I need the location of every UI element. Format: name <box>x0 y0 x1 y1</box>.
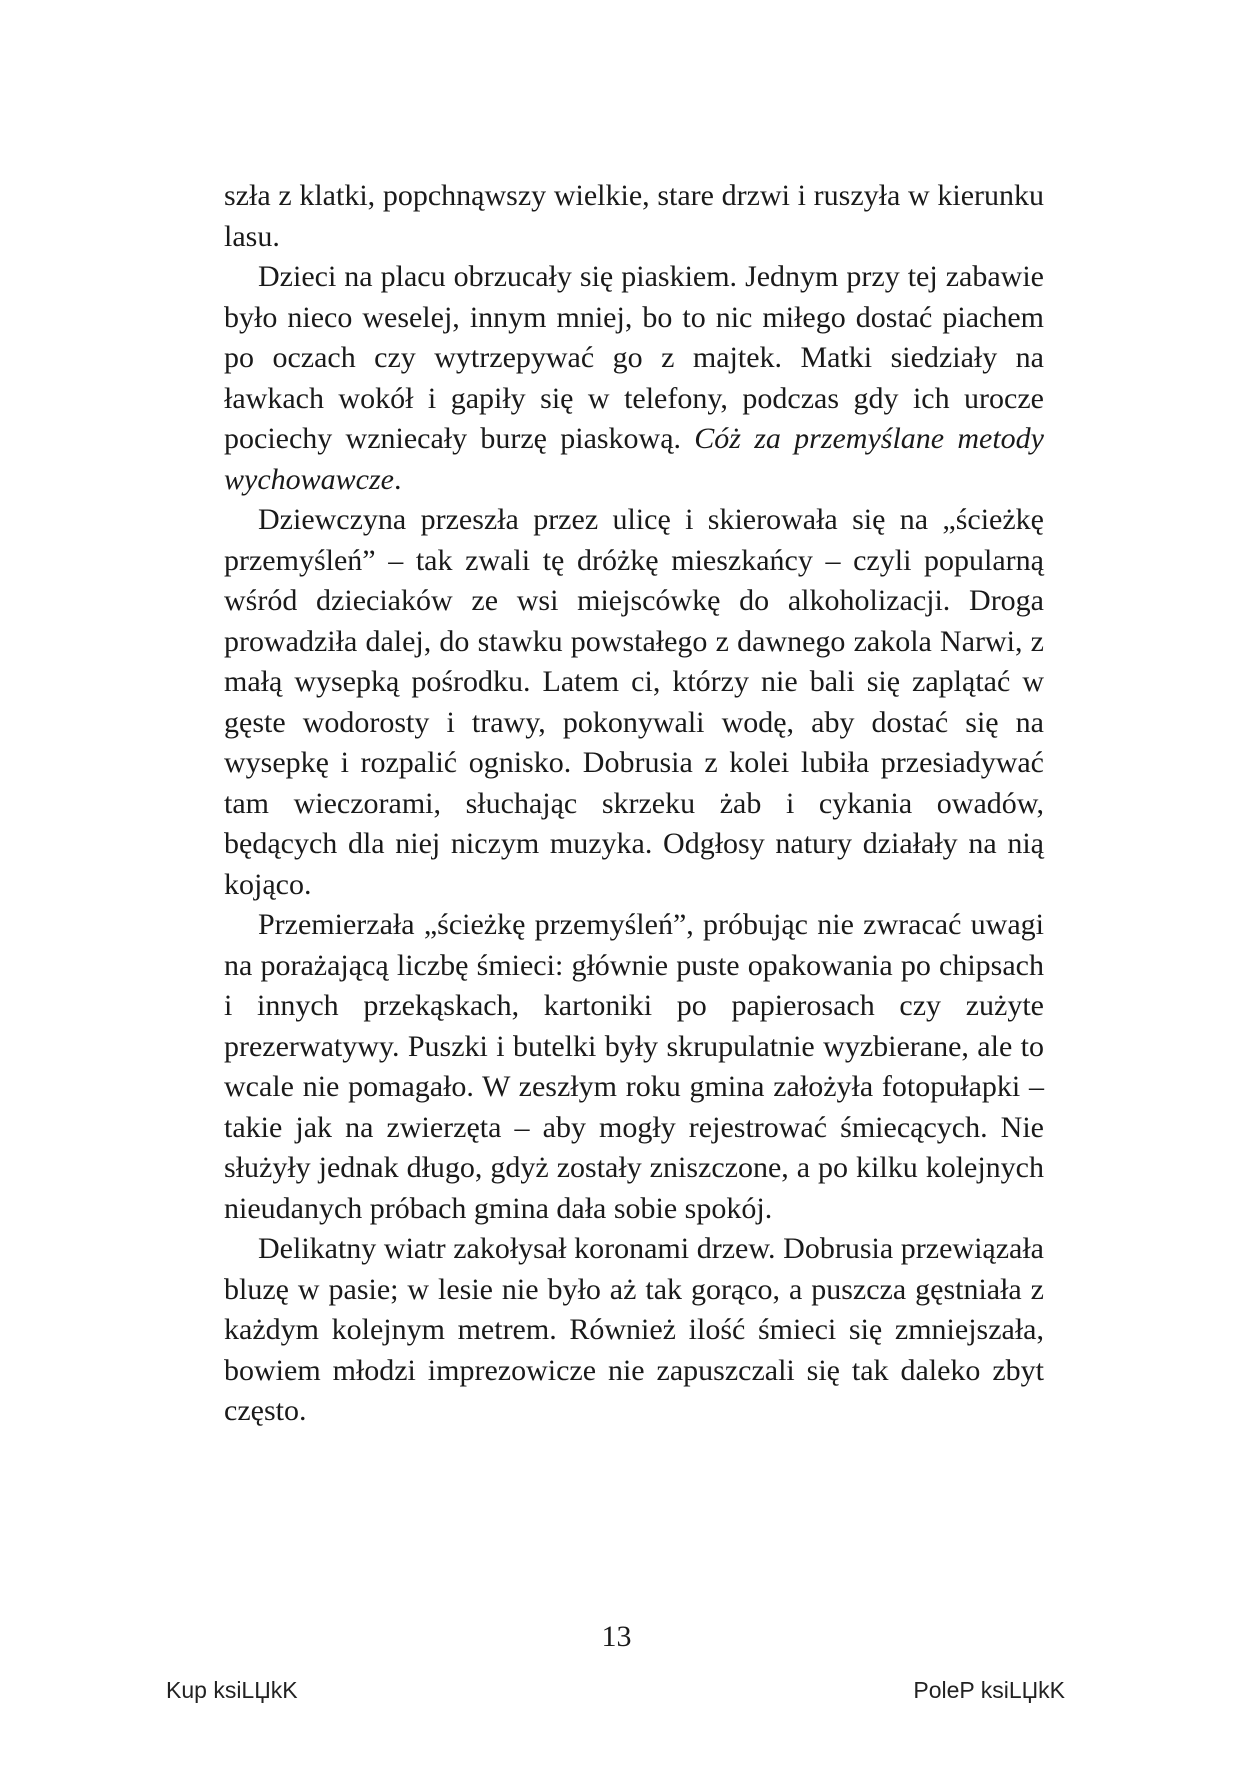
paragraph-2-period: . <box>393 462 402 496</box>
paragraph-5 <box>224 1229 1044 1432</box>
paragraph-5-text: Delikatny wiatr zakołysał koronami drzew. Dobrusia przewiązała bluzę w pasie; w lesie nie było aż tak gorąco, a puszcza gęstniała z każdym kolejnym metrem. Również ilość śmieci się zmniejszała, bowiem młodzi imprezowicze nie zapuszczali się tak daleko zbyt często. <box>224 1232 1044 1427</box>
paragraph-2 <box>224 257 1044 500</box>
paragraph-3-text: Dziewczyna przeszła przez ulicę i skierowała się na „ścieżkę przemyśleń” – tak zwali tę dróżkę mieszkańcy – czyli popularną wśród dzieciaków ze wsi miejscówkę do alkoholizacji. Droga prowadziła dalej, do stawku powstałego z dawnego zakola Narwi, z małą wysepką pośrodku. Latem ci, którzy nie bali się zaplątać w gęste wodorosty i trawy, pokonywali wodę, aby dostać się na wysepkę i rozpalić ognisko. Dobrusia z kolei lubiła przesiadywać tam wieczorami, słuchając skrzeku żab i cykania owadów, będących dla niej niczym muzyka. Odgłosy natury działały na nią kojąco. <box>224 503 1044 901</box>
paragraph-2-italic-thought: Cóż za przemyślane metody wychowawcze <box>224 422 1044 496</box>
page-number: 13 <box>601 1620 632 1653</box>
paragraph-4-text: Przemierzała „ścieżkę przemyśleń”, próbując nie zwracać uwagi na porażającą liczbę śmieci: głównie puste opakowania po chipsach i innych przekąskach, kartoniki po papierosach czy zużyte prezerwatywy. Puszki i butelki były skrupulatnie wyzbierane, ale to wcale nie pomagało. W zeszłym roku gmina założyła fotopułapki – takie jak na zwierzęta – aby mogły rejestrować śmiecących. Nie służyły jednak długo, gdyż zostały zniszczone, a po kilku kolejnych nieudanych próbach gmina dała sobie spokój. <box>224 908 1044 1225</box>
recommend-book-link[interactable]: PoleP ksiLЏkK <box>913 1677 1065 1703</box>
paragraph-2-text: Dzieci na placu obrzucały się piaskiem. Jednym przy tej zabawie było nieco weselej, innym mniej, bo to nic miłego dostać piachem po oczach czy wytrzepywać go z majtek. Matki siedziały na ławkach wokół i gapiły się w telefony, podczas gdy ich urocze pociechy wzniecały burzę piaskową. <box>224 260 1044 455</box>
buy-book-link[interactable]: Kup ksiLЏkK <box>166 1677 298 1703</box>
paragraph-4 <box>224 905 1044 1229</box>
paragraph-1 <box>224 176 1044 257</box>
book-text <box>224 176 1044 1432</box>
paragraph-1-text: szła z klatki, popchnąwszy wielkie, stare drzwi i ruszyła w kierunku lasu. <box>224 179 1044 253</box>
paragraph-3 <box>224 500 1044 905</box>
